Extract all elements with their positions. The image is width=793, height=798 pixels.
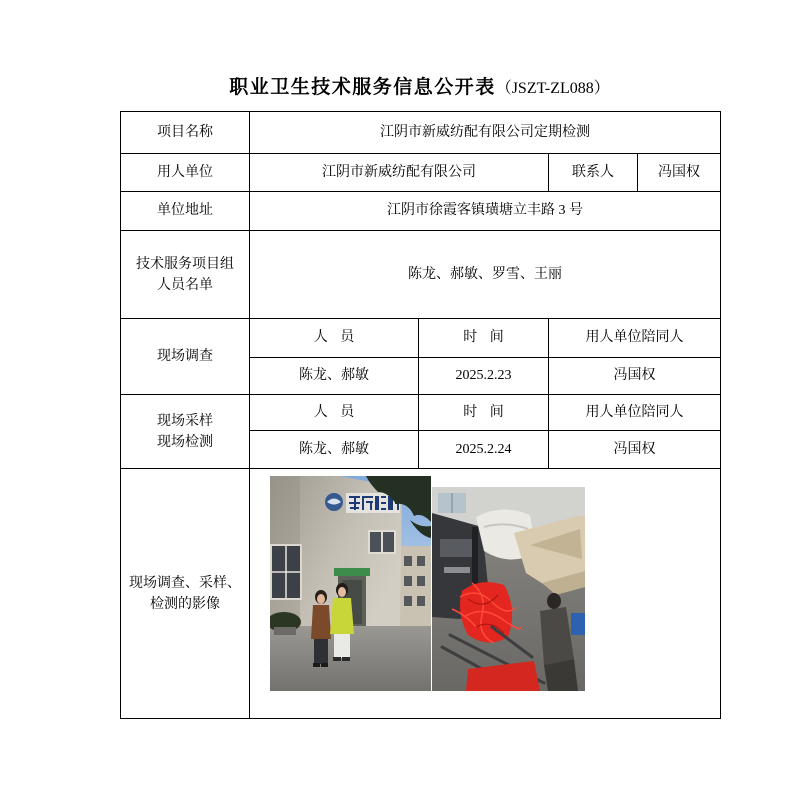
sampling-escort: 冯国权	[549, 431, 721, 469]
sampling-date-header: 时 间	[419, 395, 549, 431]
contact-value: 冯国权	[638, 154, 721, 192]
employer-value: 江阴市新威纺配有限公司	[250, 154, 549, 192]
sampling-escort-header: 用人单位陪同人	[549, 395, 721, 431]
blue-bucket	[571, 613, 585, 635]
team-members-value: 陈龙、郝敏、罗雪、王丽	[250, 231, 721, 319]
company-sign	[325, 493, 400, 513]
sampling-label-line-2: 现场检测	[157, 434, 213, 450]
sampling-date: 2025.2.24	[419, 431, 549, 469]
project-name-value: 江阴市新威纺配有限公司定期检测	[250, 112, 721, 154]
site-survey-date-header: 时 间	[419, 319, 549, 358]
project-name-label: 项目名称	[121, 112, 250, 154]
site-survey-label: 现场调查	[121, 319, 250, 395]
site-survey-personnel-header: 人 员	[250, 319, 419, 358]
site-photo-building-exterior	[270, 476, 431, 691]
address-label: 单位地址	[121, 192, 250, 231]
workshop-window	[438, 493, 466, 513]
photos-label	[121, 469, 250, 719]
title-main: 职业卫生技术服务信息公开表	[229, 77, 496, 98]
row-site-survey-header	[121, 319, 721, 358]
sampling-personnel-header: 人 员	[250, 395, 419, 431]
photos-label-line-1: 现场调查、采样、	[129, 575, 241, 591]
team-label	[121, 231, 250, 319]
photo-area	[250, 470, 720, 718]
title-form-code: （JSZT-ZL088）	[495, 80, 610, 97]
site-photo-workshop-interior	[432, 487, 585, 691]
photos-label-line-2: 检测的影像	[150, 596, 220, 612]
sampling-personnel: 陈龙、郝敏	[250, 431, 419, 469]
team-label-line-2: 人员名单	[157, 277, 213, 293]
contact-label: 联系人	[549, 154, 638, 192]
site-survey-personnel: 陈龙、郝敏	[250, 358, 419, 395]
row-address	[121, 192, 721, 231]
row-team	[121, 231, 721, 319]
sampling-label-line-1: 现场采样	[157, 413, 213, 429]
ground	[270, 626, 431, 691]
address-value: 江阴市徐霞客镇璜塘立丰路 3 号	[250, 192, 721, 231]
page-title	[120, 76, 719, 100]
site-survey-escort: 冯国权	[549, 358, 721, 395]
row-project	[121, 112, 721, 154]
disclosure-table	[120, 111, 721, 719]
row-sampling-header	[121, 395, 721, 431]
row-photos	[121, 469, 721, 719]
employer-label: 用人单位	[121, 154, 250, 192]
site-survey-date: 2025.2.23	[419, 358, 549, 395]
photos-cell	[250, 469, 721, 719]
sampling-label	[121, 395, 250, 469]
site-survey-escort-header: 用人单位陪同人	[549, 319, 721, 358]
side-building	[398, 546, 431, 628]
team-label-line-1: 技术服务项目组	[136, 256, 234, 272]
row-employer	[121, 154, 721, 192]
